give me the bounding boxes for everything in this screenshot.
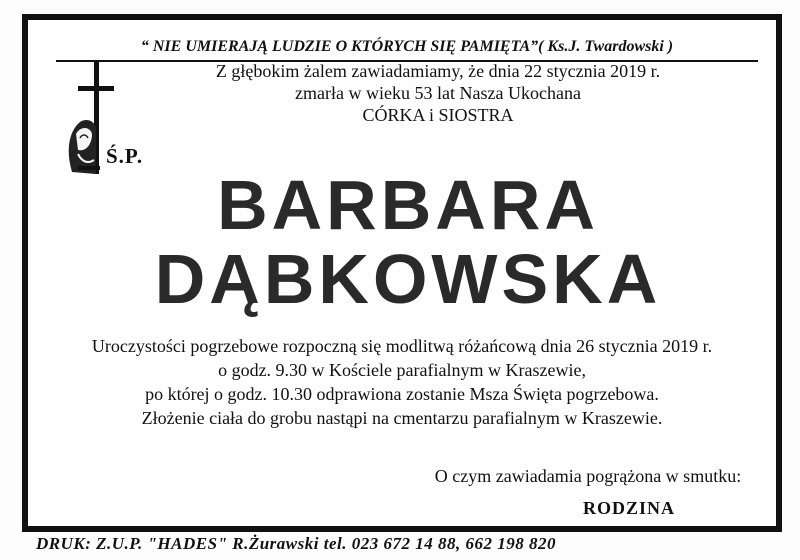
sp-prefix: Ś.P. [106,144,144,168]
quote-banner: “ NIE UMIERAJĄ LUDZIE O KTÓRYCH SIĘ PAMIĘTA”( Ks.J. Twardowski ) [56,36,758,62]
family-signature: RODZINA [583,498,676,518]
intro-line: zmarła w wieku 53 lat Nasza Ukochana [295,83,581,103]
details-line: Uroczystości pogrzebowe rozpoczną się modlitwą różańcową dnia 26 stycznia 2019 r. [91,336,713,356]
details-line: Złożenie ciała do grobu nastąpi na cmentarzu parafialnym w Kraszewie. [141,408,663,428]
announcement-intro [148,60,728,126]
deceased-first-name: BARBARA [217,166,599,244]
funeral-details [28,334,776,430]
closing-line: O czym zawiadamia pogrążona w smutku: [434,466,742,486]
details-line: po której o godz. 10.30 odprawiona zostanie Msza Święta pogrzebowa. [145,384,659,404]
intro-line: CÓRKA i SIOSTRA [362,105,514,125]
obituary-frame [22,14,782,532]
deceased-last-name: DĄBKOWSKA [154,240,662,318]
printer-footer: DRUK: Z.U.P. "HADES" R.Żurawski tel. 023 672 14 88, 662 198 820 [36,534,556,553]
intro-line: Z głębokim żalem zawiadamiamy, że dnia 22 stycznia 2019 r. [215,61,661,81]
details-line: o godz. 9.30 w Kościele parafialnym w Kraszewie, [218,360,586,380]
